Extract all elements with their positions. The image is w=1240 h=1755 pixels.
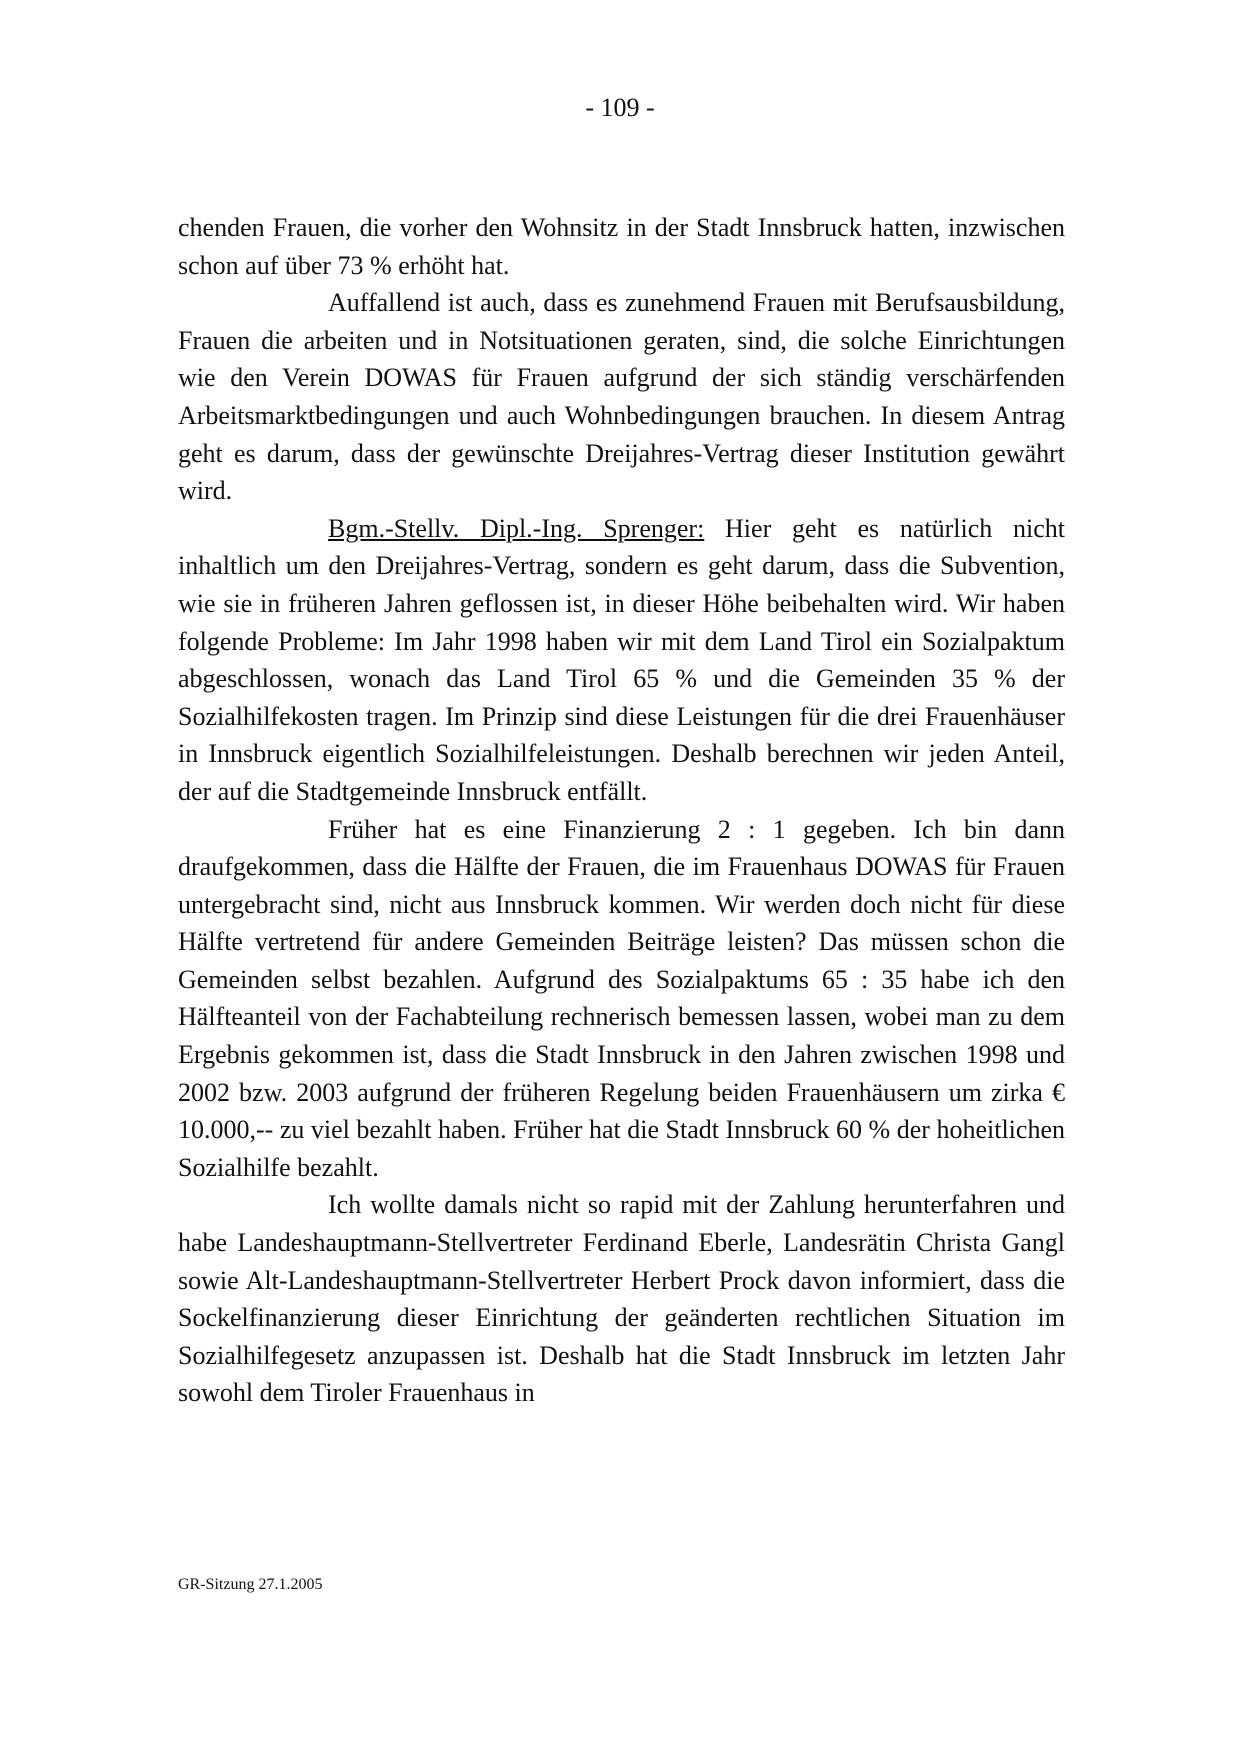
speaker-paragraph bbox=[178, 510, 1065, 811]
paragraph bbox=[178, 811, 1065, 1187]
speaker-name: Bgm.-Stellv. Dipl.-Ing. Sprenger: bbox=[328, 513, 705, 543]
paragraph-text: Ich wollte damals nicht so rapid mit der Zahlung herunterfahren und habe Landeshauptmann-Stellvertreter Ferdinand Eberle, Landesrätin Christa Gangl sowie Alt-Landeshauptmann-Stellvertreter Herbert Prock davon informiert, dass die Sockelfinanzierung dieser Einrichtung der geänderten rechtlichen Situation im Sozialhilfegesetz anzupassen ist. Deshalb hat die Stadt Innsbruck im letzten Jahr sowohl dem Tiroler Frauenhaus in bbox=[178, 1190, 1065, 1408]
paragraph-text: Hier geht es natürlich nicht inhaltlich um den Dreijahres-Vertrag, sondern es geht darum, dass die Subvention, wie sie in früheren Jahren geflossen ist, in dieser Höhe beibehalten wird. Wir haben folgende Probleme: Im Jahr 1998 haben wir mit dem Land Tirol ein Sozialpaktum abgeschlossen, wonach das Land Tirol 65 % und die Gemeinden 35 % der Sozialhilfekosten tragen. Im Prinzip sind diese Leistungen für die drei Frauenhäuser in Innsbruck eigentlich Sozialhilfeleistungen. Deshalb berechnen wir jeden Anteil, der auf die Stadtgemeinde Innsbruck entfällt. bbox=[178, 513, 1065, 806]
paragraph-text: Auffallend ist auch, dass es zunehmend Frauen mit Berufsausbildung, Frauen die arbeiten und in Notsituationen geraten, sind, die solche Einrichtungen wie den Verein DOWAS für Frauen aufgrund der sich ständig verschärfenden Arbeitsmarktbedingungen und auch Wohnbedingungen brauchen. In diesem Antrag geht es darum, dass der gewünschte Dreijahres-Vertrag dieser Institution gewährt wird. bbox=[178, 288, 1065, 506]
paragraph-text: Früher hat es eine Finanzierung 2 : 1 gegeben. Ich bin dann draufgekommen, dass die Hälfte der Frauen, die im Frauenhaus DOWAS für Frauen untergebracht sind, nicht aus Innsbruck kommen. Wir werden doch nicht für diese Hälfte vertretend für andere Gemeinden Beiträge leisten? Das müssen schon die Gemeinden selbst bezahlen. Aufgrund des Sozialpaktums 65 : 35 habe ich den Hälfteanteil von der Fachabteilung rechnerisch bemessen lassen, wobei man zu dem Ergebnis gekommen ist, dass die Stadt Innsbruck in den Jahren zwischen 1998 und 2002 bzw. 2003 aufgrund der früheren Regelung beiden Frauenhäusern um zirka € 10.000,-- zu viel bezahlt haben. Früher hat die Stadt Innsbruck 60 % der hoheitlichen Sozialhilfe bezahlt. bbox=[178, 814, 1065, 1182]
paragraph-text: chenden Frauen, die vorher den Wohnsitz in der Stadt Innsbruck hatten, inzwischen schon auf über 73 % erhöht hat. bbox=[178, 213, 1065, 280]
page-number: - 109 - bbox=[585, 93, 655, 122]
paragraph bbox=[178, 1186, 1065, 1412]
paragraph-continuation bbox=[178, 209, 1065, 284]
footer-session-label: GR-Sitzung 27.1.2005 bbox=[178, 1576, 323, 1593]
paragraph bbox=[178, 284, 1065, 510]
document-body bbox=[178, 209, 1065, 1412]
